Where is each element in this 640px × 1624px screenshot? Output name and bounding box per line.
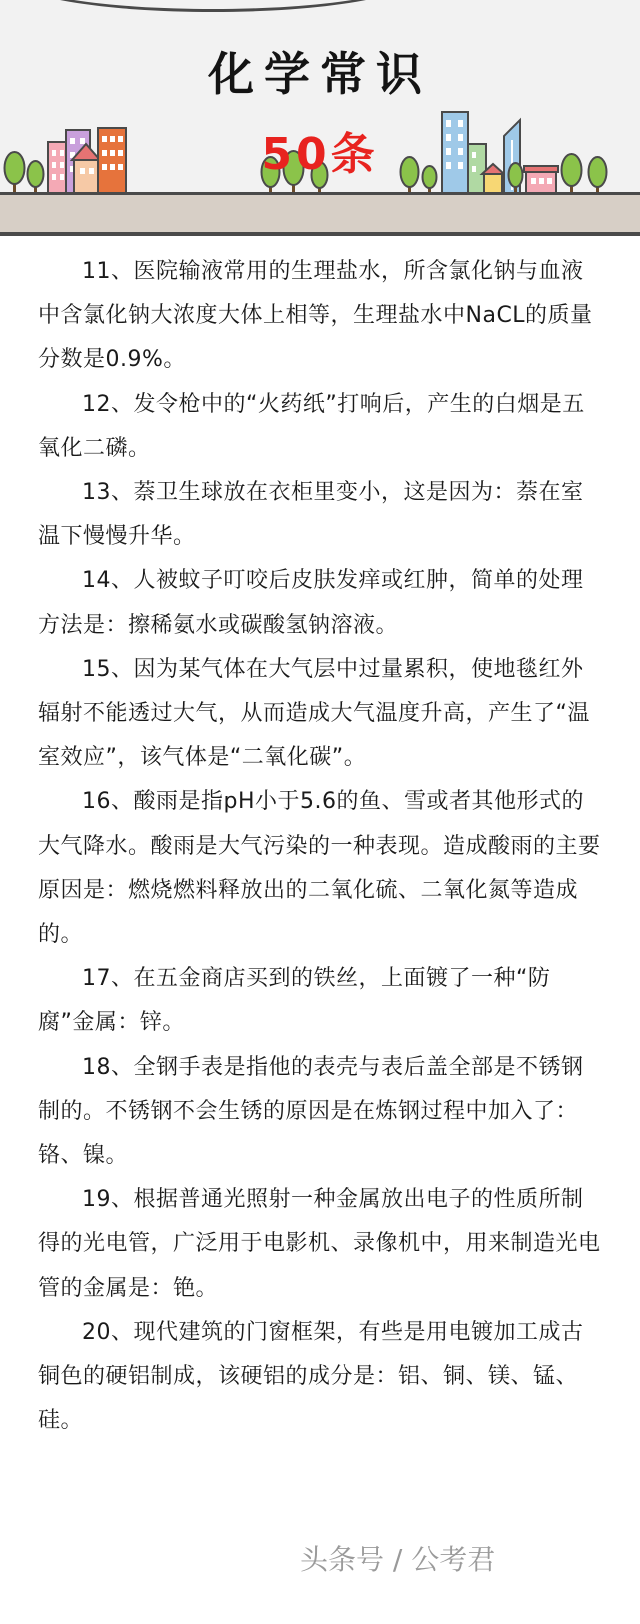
fact-paragraph: 13、萘卫生球放在衣柜里变小，这是因为：萘在室温下慢慢升华。 xyxy=(38,480,584,550)
ground-strip xyxy=(0,192,640,236)
fact-paragraph: 14、人被蚊子叮咬后皮肤发痒或红肿，简单的处理方法是：擦稀氨水或碳酸氢钠溶液。 xyxy=(38,568,584,638)
fact-paragraph: 15、因为某气体在大气层中过量累积，使地毯红外辐射不能透过大气，从而造成大气温度升高，产生了“温室效应”，该气体是“二氧化碳”。 xyxy=(38,656,590,771)
fact-paragraph: 19、根据普通光照射一种金属放出电子的性质所制得的光电管，广泛用于电影机、录像机中，用来制造光电管的金属是：铯。 xyxy=(38,1187,601,1301)
page-title: 化学常识 xyxy=(208,47,432,101)
watermark: 头条号 / 公考君 xyxy=(300,1543,496,1576)
article-body xyxy=(38,250,602,1443)
fact-paragraph: 18、全钢手表是指他的表壳与表后盖全部是不锈钢制的。不锈钢不会生锈的原因是在炼钢过程中加入了：铬、镍。 xyxy=(38,1054,584,1169)
fact-paragraph: 12、发令枪中的“火药纸”打响后，产生的白烟是五氧化二磷。 xyxy=(38,391,585,461)
page-subtitle: 50条 xyxy=(261,129,379,180)
header-banner xyxy=(0,0,640,236)
banner-top-curve xyxy=(10,0,416,12)
fact-paragraph: 20、现代建筑的门窗框架，有些是用电镀加工成古铜色的硬铝制成，该硬铝的成分是：铝、铜、镁、锰、硅。 xyxy=(38,1319,584,1434)
banner-divider xyxy=(0,232,640,236)
fact-paragraph: 16、酸雨是指pH小于5.6的鱼、雪或者其他形式的大气降水。酸雨是大气污染的一种表现。造成酸雨的主要原因是：燃烧燃料释放出的二氧化硫、二氧化氮等造成的。 xyxy=(38,789,601,948)
fact-paragraph: 11、医院输液常用的生理盐水，所含氯化钠与血液中含氯化钠大浓度大体上相等，生理盐水中NaCL的质量分数是0.9%。 xyxy=(38,259,593,373)
fact-paragraph: 17、在五金商店买到的铁丝，上面镀了一种“防腐”金属：锌。 xyxy=(38,966,551,1036)
